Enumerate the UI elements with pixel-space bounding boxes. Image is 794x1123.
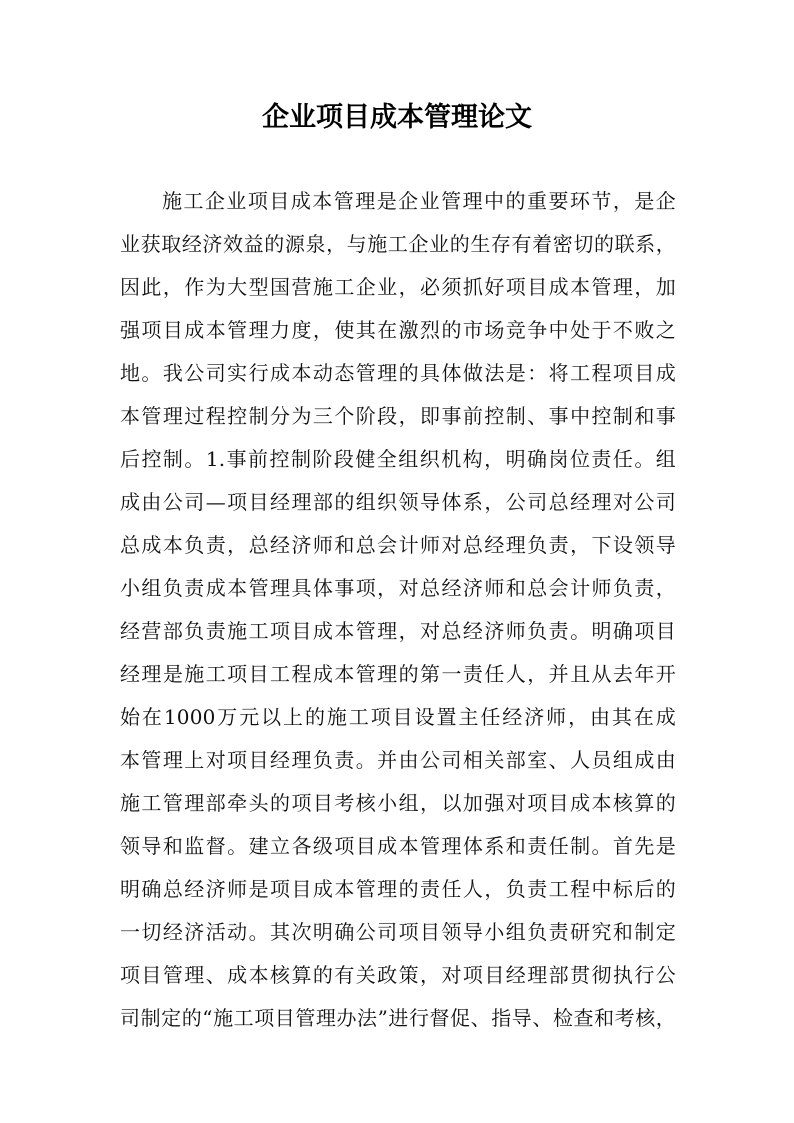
body-line: 总成本负责，总经济师和总会计师对总经理负责，下设领导 — [120, 533, 676, 557]
body-line: 经理是施工项目工程成本管理的第一责任人，并且从去年开 — [120, 662, 676, 686]
body-line: 小组负责成本管理具体事项，对总经济师和总会计师负责， — [120, 576, 676, 600]
body-line: 因此，作为大型国营施工企业，必须抓好项目成本管理，加 — [120, 275, 676, 299]
body-line: 领导和监督。建立各级项目成本管理体系和责任制。首先是 — [120, 834, 676, 858]
body-line: 成由公司—项目经理部的组织领导体系，公司总经理对公司 — [120, 490, 676, 514]
body-line: 施工管理部牵头的项目考核小组，以加强对项目成本核算的 — [120, 791, 676, 815]
body-line: 明确总经济师是项目成本管理的责任人，负责工程中标后的 — [120, 877, 676, 901]
body-line: 后控制。1.事前控制阶段健全组织机构，明确岗位责任。组 — [120, 447, 676, 471]
body-line: 本管理过程控制分为三个阶段，即事前控制、事中控制和事 — [120, 404, 676, 428]
document-body — [120, 180, 676, 1040]
document-title: 企业项目成本管理论文 — [262, 102, 532, 133]
body-line: 施工企业项目成本管理是企业管理中的重要环节，是企 — [162, 189, 676, 213]
body-line: 强项目成本管理力度，使其在激烈的市场竞争中处于不败之 — [120, 318, 676, 342]
body-line: 项目管理、成本核算的有关政策，对项目经理部贯彻执行公 — [120, 963, 676, 987]
body-line: 地。我公司实行成本动态管理的具体做法是：将工程项目成 — [120, 361, 676, 385]
body-line: 一切经济活动。其次明确公司项目领导小组负责研究和制定 — [120, 920, 676, 944]
body-line: 始在1000万元以上的施工项目设置主任经济师，由其在成 — [120, 705, 676, 729]
body-line: 司制定的“施工项目管理办法”进行督促、指导、检查和考核， — [120, 1006, 676, 1030]
body-line: 业获取经济效益的源泉，与施工企业的生存有着密切的联系， — [120, 232, 676, 256]
body-line: 本管理上对项目经理负责。并由公司相关部室、人员组成由 — [120, 748, 676, 772]
body-line: 经营部负责施工项目成本管理，对总经济师负责。明确项目 — [120, 619, 676, 643]
